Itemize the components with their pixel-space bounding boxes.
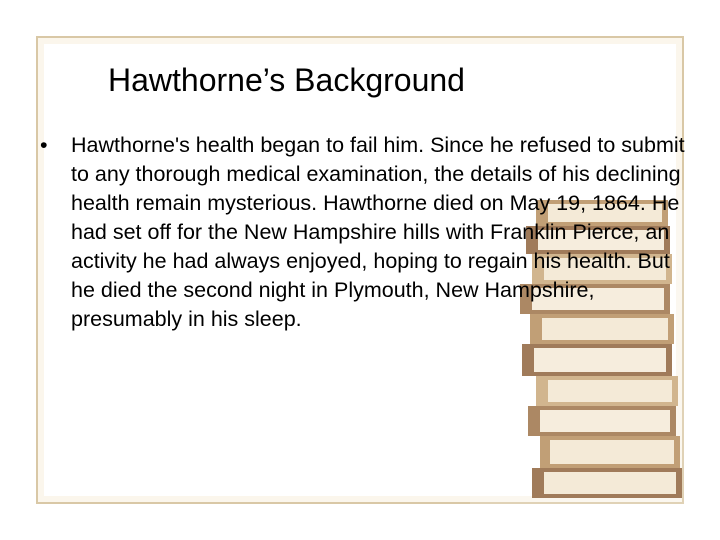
bullet-text: Hawthorne's health began to fail him. Since he refused to submit to any thorough medical examination, the details of his declining health remain mysterious. Hawthorne died on May 19, 1864. He had set off for the New Hampshire hills with Franklin Pierce, an activity he had always enjoyed, hoping to regain his health. But he died the second night in Plymouth, New Hampshire, presumably in his sleep. <box>71 133 685 331</box>
slide-body <box>40 131 690 334</box>
bullet-marker: • <box>40 133 48 157</box>
bullet-item <box>40 131 690 334</box>
slide-title: Hawthorne’s Background <box>108 62 465 98</box>
